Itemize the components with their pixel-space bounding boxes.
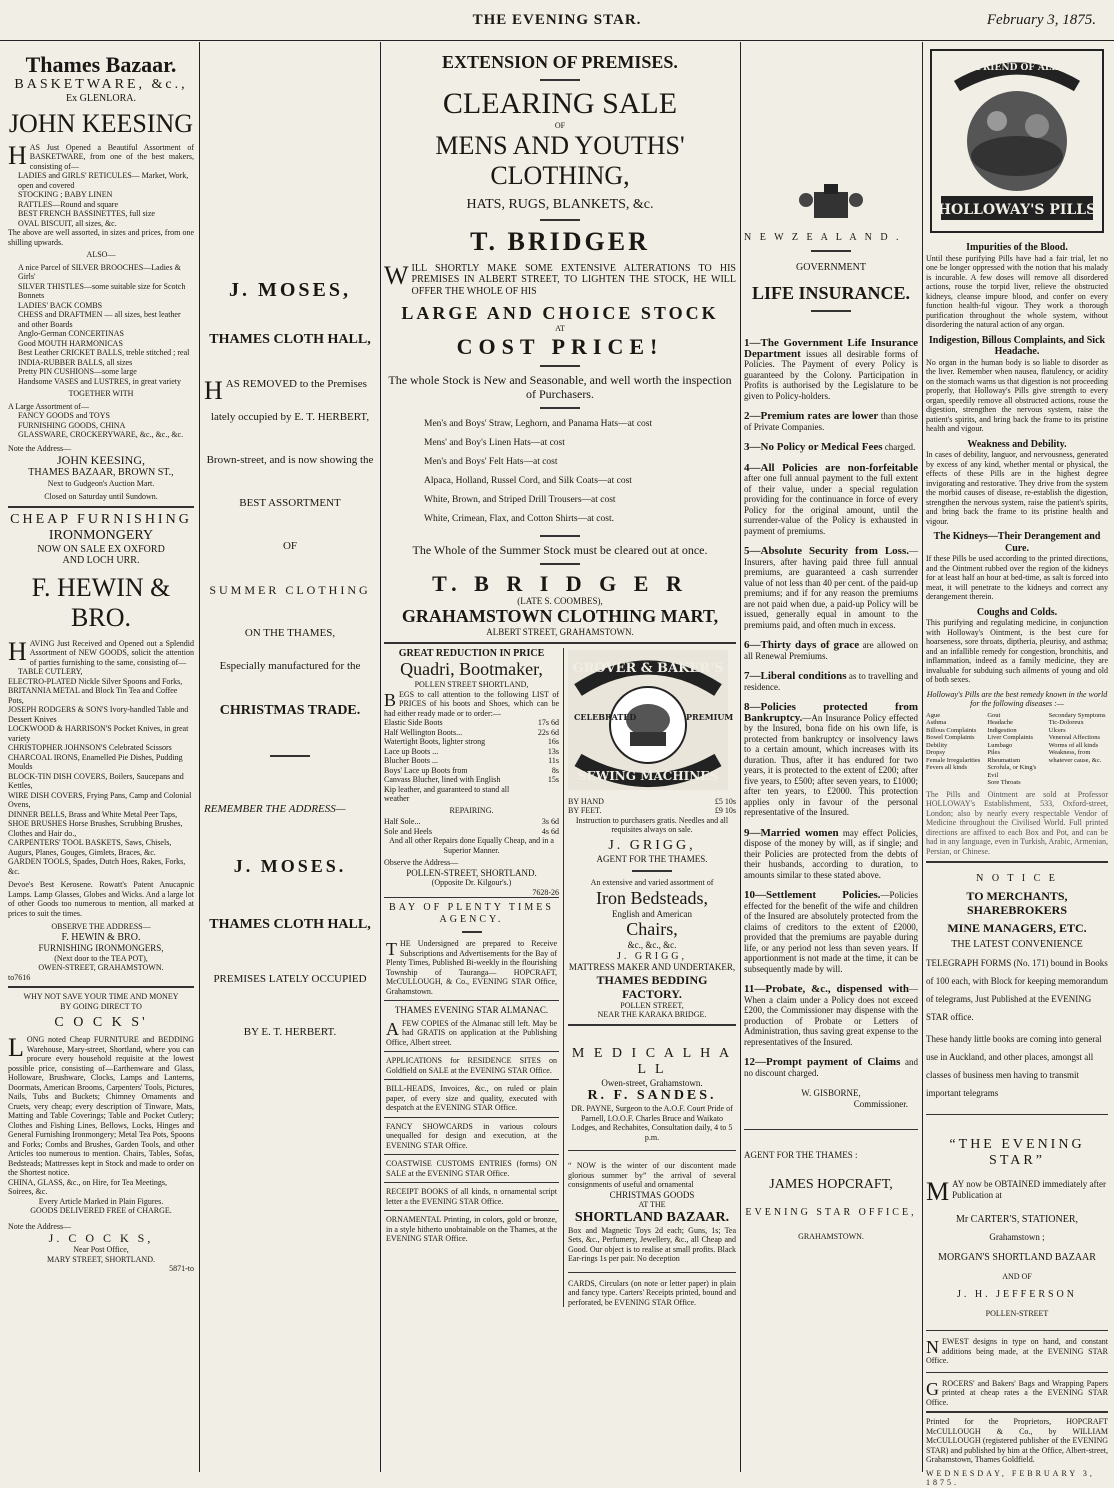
price-row: Canvass Blucher, lined with English Kip leather, and guaranteed to stand all weather 15s bbox=[384, 775, 559, 803]
stock-item: White, Brown, and Striped Drill Trousers—at cost bbox=[424, 494, 616, 505]
and-of: AND OF bbox=[1002, 1271, 1032, 1281]
repair-row: Half Sole... 3s 6d bbox=[384, 817, 559, 826]
price-row: Boys' Lace up Boots from 8s bbox=[384, 765, 559, 775]
sandes: R. F. SANDES. bbox=[587, 1088, 717, 1103]
large-item: GLASSWARE, CROCKERYWARE, &c., &c., &c. bbox=[18, 430, 184, 439]
bop-body: HE Undersigned are prepared to Receive Subscriptions and Advertisements for the Bay of Plenty Times, Published Bi-weekly in the flourishing Township of Tauranga— HOPCRAFT, McCULLOUGH, & Co., EVENING STAR Office, Grahamstown. bbox=[386, 939, 557, 996]
also-item: LADIES' BACK COMBS bbox=[18, 300, 103, 310]
best-assortment: BEST ASSORTMENT bbox=[239, 497, 341, 509]
insurance-item: 4—All Policies are non-forfeitable after one full annual payment to the full extent of their value, under a special regulation providing for the continuance in force of every Policy for the original amount, until the surrender-value of the Policy is exhausted in payment of premiums. bbox=[744, 461, 918, 536]
china-hire: CHINA, GLASS, &c., on Hire, for Tea Meetings, Soirees, &c. bbox=[8, 1177, 168, 1196]
diseases-table: Ague Asthma Billous Complaints Bowel Complaints Debility Dropsy Female Irregularities Fevers all kinds Gout Headache Indigestion Liver Complaints Lumbago Piles Rheumatism Scrofula, or King's Evil Sore Throats Secondary Symptoms Tic-Doloreux Ulcers Venereal Affections Worms of all kinds Weakness, from whatever cause, &c. bbox=[926, 711, 1106, 786]
newspaper-title: THE EVENING STAR. bbox=[472, 12, 642, 28]
imprint-date: WEDNESDAY, FEBRUARY 3, 1875. bbox=[926, 1468, 1095, 1487]
star-office: EVENING STAR OFFICE, bbox=[745, 1206, 917, 1218]
stock-item: White, Crimean, Flax, and Cotton Shirts—at cost. bbox=[424, 513, 614, 524]
now-on-sale: NOW ON SALE EX OXFORD bbox=[37, 543, 165, 555]
clearing-sale: CLEARING SALE bbox=[442, 87, 678, 120]
obtained: AY now be OBTAINED immediately after Publication at bbox=[952, 1179, 1106, 1200]
agent-thames: AGENT FOR THE THAMES. bbox=[596, 853, 708, 864]
removed-text: AS REMOVED to the Premises bbox=[225, 378, 367, 390]
hol-text: This purifying and regulating medicine, in conjunction with Holloway's Ointment, is the best cure for hoarseness, sore throats, diptheria, pleurisy, and asthma; and an infallible remedy for congestion, bronchitis, and inflammation, indeed as a family medicine, they are invaluable for subduing such ailments of young and old of both sexes. bbox=[926, 618, 1108, 684]
coastwise-ad: COASTWISE CUSTOMS ENTRIES (forms) ON SALE at the EVENING STAR Office. bbox=[384, 1154, 559, 1182]
hewin-item: ELECTRO-PLATED Nickle Silver Spoons and Forks, bbox=[8, 676, 183, 686]
late-coombes: (LATE S. COOMBES), bbox=[517, 595, 603, 606]
hewin-item: BRITANNIA METAL and Block Tin Tea and Coffee Pots, bbox=[8, 686, 178, 705]
cocks-ref: 5871-to bbox=[169, 1264, 194, 1273]
issue-date: February 3, 1875. bbox=[986, 12, 1096, 28]
keesing-address-note: Next to Gudgeon's Auction Mart. bbox=[47, 478, 155, 488]
showcards-ad: FANCY SHOWCARDS in various colours unequalled for design and execution, at the EVENING STAR Office. bbox=[384, 1117, 559, 1155]
insurance-item: 10—Settlement Policies.—Policies effected for the benefit of the wife and children of the Insured are absolutely protected from the claims of creditors to the extent of £2000, provided that the premiums are payable during life, or any period not less than seven years. If apportionment is not made at the time, it can be subsequently made by will. bbox=[744, 889, 918, 974]
svg-text:GROVER & BAKER'S: GROVER & BAKER'S bbox=[572, 660, 724, 676]
government: GOVERNMENT bbox=[796, 261, 866, 273]
extension-heading: EXTENSION OF PREMISES. bbox=[442, 52, 678, 72]
of-label: OF bbox=[282, 540, 298, 552]
all-other-repairs: And all other Repairs done Equally Cheap, and in a Superior Manner. bbox=[389, 836, 554, 855]
mary-street: MARY STREET, SHORTLAND. bbox=[47, 1254, 155, 1264]
stock-item: Mens' and Boy's Linen Hats—at cost bbox=[424, 437, 565, 448]
also-item: Good MOUTH HARMONICAS bbox=[18, 338, 123, 348]
note-address: Note the Address— bbox=[8, 443, 72, 453]
column-4 bbox=[740, 42, 922, 1472]
grahamstown-mart: GRAHAMSTOWN CLOTHING MART, bbox=[401, 606, 719, 626]
shortland-body: Box and Magnetic Toys 2d each; Guns, 1s; Tea Sets, &c., Perfumery, Jewellery, &c., all Cheap and Good. Our object is to realise at small profits. Black Ear-rings 1s per pair. No deception bbox=[568, 1225, 736, 1263]
stock-item: Men's and Boys' Felt Hats—at cost bbox=[424, 456, 558, 467]
english-american: English and American bbox=[612, 908, 692, 919]
keesing-item: STOCKING ; BABY LINEN bbox=[18, 190, 113, 199]
closed-notice: Closed on Saturday until Sundown. bbox=[44, 492, 158, 501]
price-row: Half Wellington Boots... 22s 6d bbox=[384, 727, 559, 737]
grahamstown: GRAHAMSTOWN. bbox=[798, 1232, 864, 1241]
keesing-item: LADIES and GIRLS' RETICULES— Market, Work, open and covered bbox=[18, 171, 189, 190]
owen-street-2: Owen-street, Grahamstown. bbox=[601, 1077, 703, 1088]
thames-bazaar-heading: Thames Bazaar. bbox=[25, 52, 177, 77]
hol-heading: The Kidneys—Their Derangement and Cure. bbox=[933, 531, 1101, 554]
bridger-heading: T. BRIDGER bbox=[470, 226, 650, 256]
loch-urr: AND LOCH URR. bbox=[62, 555, 140, 566]
opposite-kilgour: (Opposite Dr. Kilgour's.) bbox=[431, 878, 512, 887]
holloways-pills-logo-icon bbox=[927, 46, 1107, 236]
by-hand-row: BY HAND £5 10s bbox=[568, 796, 736, 806]
to-merchants: TO MERCHANTS, SHAREBROKERS bbox=[966, 888, 1068, 917]
sold-at: The Pills and Ointment are sold at Professor HOLLOWAY's Establishment, 533, Oxford-street, London; also by nearly every respectable Vendor of Medicine throughout the Civilised World. Full printed directions are affixed to each Box and Pot, and can be had in any language, even in Turkish, Arabic, Armenian, Persian, or Chinese. bbox=[926, 789, 1108, 856]
hol-text: No organ in the human body is so liable to disorder as the liver. Remember when nausea, flatulency, or acidity on the stomach warns us that digestion is not proceeding properly, that Holloway's Pills give strength to every organ, speedily remove all obstructed actions, rouse the digestion, strengthen the nervous system, raise the patient's spirits, and bring back the frame to its pristine health and vigour. bbox=[926, 357, 1108, 433]
sewing-machine-logo-icon bbox=[568, 650, 734, 790]
insurance-item: 8—Policies protected from Bankruptcy.—An Insurance Policy effected by the Insured, bona fide on his own life, is protected from bankruptcy or insolvency laws to a certain amount, which increases with its duration. Thus, after it has endured for two years, it is protected to the extent of £200; after five years, to £500; after seven years, to £1000; after ten years, to £2000. This protection applies only in favour of the personal representative of the Insured. bbox=[744, 701, 918, 817]
repair-row: Sole and Heels 4s 6d bbox=[384, 826, 559, 836]
ironmongery: IRONMONGERY bbox=[48, 527, 154, 543]
devoe-text: Devoe's Best Kerosene. Rowatt's Patent Anucapnic Lamps. Lamp Glasses, Globes and Wicks. And a large lot of other Goods too numerous to mention, all marked at prices to suit the times. bbox=[8, 880, 194, 918]
hewin-item: BLOCK-TIN DISH COVERS, Boilers, Saucepans and Kettles, bbox=[8, 771, 184, 790]
price-row: Watertight Boots, lighter strong 16s bbox=[384, 737, 559, 746]
gisborne: W. GISBORNE, bbox=[801, 1088, 861, 1098]
great-reduction: GREAT REDUCTION IN PRICE bbox=[398, 647, 545, 659]
agent-thames: AGENT FOR THE THAMES : bbox=[744, 1150, 858, 1160]
j-cocks: J. C O C K S, bbox=[48, 1231, 154, 1245]
by-going: BY GOING DIRECT TO bbox=[60, 1001, 142, 1011]
extensive: An extensive and varied assortment of bbox=[590, 878, 714, 887]
bop-title: BAY OF PLENTY TIMES AGENCY. bbox=[389, 902, 554, 925]
printed-for: Printed for the Proprietors, HOPCRAFT McCULLOUGH & Co., by WILLIAM McCULLOUGH (registered publisher of the EVENING STAR) and published by him at the Office, Albert-street, Grahamstown, Thames Goldfield. bbox=[926, 1417, 1108, 1464]
also-label: ALSO— bbox=[86, 250, 116, 259]
hewin-item: DINNER BELLS, Brass and White Metal Peer Taps, bbox=[8, 809, 178, 819]
new-zealand: N E W Z E A L A N D . bbox=[744, 232, 902, 243]
lately-text: lately occupied by E. T. HERBERT, bbox=[210, 411, 370, 423]
instruction: Instruction to purchasers gratis. Needles and all requisites always on sale. bbox=[575, 815, 729, 834]
hewin-intro: AVING Just Received and Opened out a Splendid Assortment of NEW GOODS, solicit the attention of parties furnishing to the same, consisting of— bbox=[29, 638, 194, 667]
column-2: J. MOSES, THAMES CLOTH HALL, HAS REMOVED to the Premises lately occupied by E. T. HERBERT, Brown-street, and is now showing the BEST ASSORTMENT OF SUMMER CLOTHING ON THE THAMES, Especially manufactured for the CHRISTMAS TRADE. REMEMBER THE ADDRESS— J. MOSES. THAMES CLOTH HALL, PREMISES LATELY OCCUPIED BY E. T. HERBERT. bbox=[200, 42, 380, 1472]
quadri-address: POLLEN-STREET, SHORTLAND. bbox=[406, 867, 537, 878]
quadri-intro: EGS to call attention to the following LIST of PRICES of his boots and Shoes, which can be had either ready made or to order:— bbox=[384, 689, 559, 718]
life-insurance: LIFE INSURANCE. bbox=[751, 283, 911, 303]
brown-street-text: Brown-street, and is now showing the bbox=[206, 454, 374, 466]
shortland-intro: “ NOW is the winter of our discontent made glorious summer by” the arrival of several consignments of useful and ornamental bbox=[568, 1161, 736, 1189]
morgan: MORGAN'S SHORTLAND BAZAAR bbox=[938, 1252, 1096, 1263]
keesing-item: OVAL BISCUIT, all sizes, &c. bbox=[18, 218, 117, 228]
hewin-item: GARDEN TOOLS, Spades, Dutch Hoes, Rakes, Forks, &c. bbox=[8, 857, 186, 876]
moses-heading: J. MOSES, bbox=[228, 279, 352, 301]
insurance-item: 12—Prompt payment of Claims and no discount charged. bbox=[744, 1056, 918, 1078]
hewin-item: WIRE DISH COVERS, Frying Pans, Camp and Colonial Ovens, bbox=[8, 790, 192, 809]
jefferson: J. H. JEFFERSON bbox=[956, 1289, 1078, 1300]
hewin-item: CHRISTOPHER JOHNSON'S Celebrated Scissors bbox=[8, 743, 172, 752]
etc: &c., &c., &c. bbox=[627, 940, 677, 950]
cards-ad: CARDS, Circulars (on note or letter paper) in plain and fancy type. Carters' Receipts printed, bound and perforated, be EVENING STAR Office. bbox=[568, 1278, 736, 1307]
why-not: WHY NOT SAVE YOUR TIME AND MONEY bbox=[23, 992, 179, 1001]
insurance-item: 5—Absolute Security from Loss.—Insurers, after having paid three full annual premiums, are guaranteed a cash surrender value of not less than 40 per cent. of the paid-up premiums; and if for any reason the premiums are not paid when due, a paid-up Policy will be issued, generally equal in amount to the premiums paid, and often much in excess. bbox=[744, 545, 918, 630]
hol-text: If these Pills be used according to the printed directions, and the Ointment rubbed over the region of the kidneys for at least half an hour at bed-time, as salt is forced into meat, it will penetrate to the kidneys and correct any derangement therein. bbox=[926, 554, 1108, 601]
hewin-item: SHOE BRUSHES Horse Brushes, Scrubbing Brushes, Clothes and Hair do., bbox=[8, 819, 183, 838]
thames-cloth-hall-2: THAMES CLOTH HALL, bbox=[209, 917, 371, 932]
large-item: FURNISHING GOODS, CHINA bbox=[18, 420, 126, 430]
owen-street: OWEN-STREET, GRAHAMSTOWN. bbox=[38, 963, 164, 972]
together-with: TOGETHER WITH bbox=[68, 389, 134, 398]
pollen-street-3: POLLEN-STREET bbox=[985, 1308, 1049, 1318]
hol-text: Until these purifying Pills have had a fair trial, let no one be longer oppressed with the notion that his malady is incurable. A few doses will remove all disordered actions, rouse the torpid liver, relieve the obstructed kidneys, cleanse impure blood, and confer on every function health-ful vigour. They work a thorough purification throughout the whole system, without disordering the natural action of any organ. bbox=[926, 253, 1108, 329]
commissioner: Commissioner. bbox=[853, 1098, 908, 1109]
bridger-intro: ILL SHORTLY MAKE SOME EXTENSIVE ALTERATIONS TO HIS PREMISES IN ALBERT STREET, TO LIGHTEN THE STOCK, HE WILL OFFER THE WHOLE OF HIS bbox=[411, 262, 736, 297]
mattress-maker: MATTRESS MAKER AND UNDERTAKER, bbox=[568, 962, 736, 972]
price-row: Blucher Boots ... 11s bbox=[384, 756, 559, 765]
also-item: A nice Parcel of SILVER BROOCHES—Ladies & Girls' bbox=[18, 262, 181, 281]
hol-text: In cases of debility, languor, and nervousness, generated by excess of any kind, whether mental or physical, the effects of these Pills are in the highest degree invigorating and restorative. They drive from the system the morbid causes of disease, re-establish the digestion, strengthen the nervous system, raise the patient's spirits, and bring back the frame to its pristine health and vigour. bbox=[926, 450, 1108, 526]
by-feet-row: BY FEET. £9 10s bbox=[568, 806, 736, 815]
christmas-trade: CHRISTMAS TRADE. bbox=[219, 703, 361, 718]
hewin-item: TABLE CUTLERY, bbox=[18, 667, 83, 676]
hewin-ref: to7616 bbox=[8, 972, 31, 982]
chairs: Chairs, bbox=[626, 919, 678, 939]
cocks-heading: C O C K S' bbox=[54, 1015, 148, 1030]
carter: Mr CARTER'S, STATIONER, bbox=[955, 1214, 1079, 1225]
svg-text:SEWING MACHINES: SEWING MACHINES bbox=[577, 768, 719, 783]
cost-price: COST PRICE! bbox=[456, 333, 664, 359]
especially: Especially manufactured for the bbox=[219, 660, 361, 672]
also-item: Best Leather CRICKET BALLS, treble stitched ; real INDIA-RUBBER BALLS, all sizes bbox=[18, 348, 190, 367]
grahamstown-2: Grahamstown ; bbox=[989, 1231, 1045, 1242]
grocers-bags: ROCERS' and Bakers' Bags and Wrapping Papers printed at cheap rates a the EVENING STAR Office. bbox=[926, 1378, 1108, 1407]
price-row: Elastic Side Boots 17s 6d bbox=[384, 718, 559, 727]
next-door: (Next door to the TEA POT), bbox=[54, 953, 148, 963]
svg-text:HOLLOWAY'S PILLS: HOLLOWAY'S PILLS bbox=[937, 202, 1097, 218]
keesing-address-name: JOHN KEESING, bbox=[57, 453, 145, 467]
hol-heading: Coughs and Colds. bbox=[976, 606, 1058, 618]
telegraph-forms: TELEGRAPH FORMS (No. 171) bound in Books of 100 each, with Block for keeping memorandum of telegrams, Just Published at the EVENING STAR office. bbox=[926, 958, 1108, 1022]
remedy-note: Holloway's Pills are the best remedy known in the world for the following diseases :— bbox=[926, 689, 1108, 708]
medical-hall-heading: M E D I C A L H A L L bbox=[571, 1045, 733, 1077]
svg-text:CELEBRATED: CELEBRATED bbox=[574, 711, 637, 722]
pollen-street: POLLEN STREET SHORTLAND, bbox=[414, 680, 529, 689]
keesing-item: RATTLES—Round and square bbox=[18, 199, 118, 209]
keesing-item: BEST FRENCH BASSINETTES, full size bbox=[18, 209, 155, 218]
newest-designs: EWEST designs in type on hand, and constant additions being made, at the EVENING STAR Office. bbox=[926, 1337, 1108, 1365]
svg-text:PREMIUM: PREMIUM bbox=[686, 711, 734, 722]
also-item: Anglo-German CONCERTINAS bbox=[18, 329, 124, 338]
stock-item: Men's and Boys' Straw, Leghorn, and Panama Hats—at cost bbox=[424, 418, 653, 429]
also-item: Handsome VASES and LUSTRES, in great variety bbox=[18, 376, 182, 386]
at-label: AT bbox=[555, 324, 565, 333]
billheads-ad: BILL-HEADS, Invoices, &c., on ruled or plain paper, of every size and quality, executed with despatch at the EVENING STAR Office. bbox=[384, 1079, 559, 1117]
stock-item: Alpaca, Holland, Russel Cord, and Silk Coats—at cost bbox=[424, 475, 632, 486]
large-item: FANCY GOODS and TOYS bbox=[18, 411, 110, 420]
hol-heading: Indigestion, Billous Complaints, and Sick Headache. bbox=[928, 334, 1106, 357]
premises-lately: PREMISES LATELY OCCUPIED bbox=[213, 973, 367, 985]
handy-books: These handy little books are coming into general use in Auckland, and other places, amongst all classes of business men having to transmit important telegrams bbox=[926, 1034, 1102, 1098]
notice: N O T I C E bbox=[976, 873, 1058, 884]
summer-clothing: SUMMER CLOTHING bbox=[209, 583, 371, 597]
of-label: OF bbox=[554, 121, 566, 130]
basketware-line: BASKETWARE, &c., bbox=[14, 77, 188, 92]
hewin-item: LOCKWOOD & HARRISON'S Pocket Knives, in great variety bbox=[8, 724, 189, 743]
bridger-heading-2: T. B R I D G E R bbox=[432, 570, 688, 596]
james-hopcraft: JAMES HOPCRAFT, bbox=[769, 1176, 893, 1192]
near-post-office: Near Post Office, bbox=[73, 1245, 129, 1254]
ornamental-ad: ORNAMENTAL Printing, in colors, gold or bronze, in a style hitherto unobtainable on the Thames, at the EVENING STAR Office. bbox=[384, 1210, 559, 1248]
masthead bbox=[0, 0, 1114, 41]
quadri-heading: Quadri, Bootmaker, bbox=[400, 659, 543, 679]
mens-youths: MENS AND YOUTHS' CLOTHING, bbox=[435, 130, 685, 190]
albert-street: ALBERT STREET, GRAHAMSTOWN. bbox=[486, 627, 634, 637]
shortland-bazaar: SHORTLAND BAZAAR. bbox=[574, 1209, 730, 1225]
furnishing-ironmongers: FURNISHING IRONMONGERS, bbox=[38, 943, 164, 953]
column-5: FRIEND OF ALL HOLLOWAY'S PILLS Impurities of the Blood. Until these purifying Pills have had a fair trial, let no one be longer oppressed with the notion that his malady is incurable. A few doses will remove all disordered actions, rouse the torpid liver, relieve the obstructed kidneys, cleanse impure blood, and confer on every function health-ful vigour. They work a thorough purification throughout the whole system, without disordering the natural action of any organ. Indigestion, Billous Complaints, and Sick Headache. No organ in the human body is so liable to disorder as the liver. Remember when nausea, flatulency, or acidity on the stomach warns us that digestion is not proceeding properly, that Holloway's Pills give strength to every organ, speedily remove all obstructed actions, rouse the digestion, strengthen the nervous system, raise the patient's spirits, and bring back the frame to its pristine health and vigour. Weakness and Debility. In cases of debility, languor, and nervousness, generated by excess of any kind, whether mental or physical, the effects of these Pills are in the highest degree invigorating and restorative. They drive from the system the morbid causes of disease, re-establish the digestion, strengthen the nervous system, raise the patient's spirits, and bring back the frame to its pristine health and vigour. The Kidneys—Their Derangement and Cure. If these Pills be used according to the printed directions, and the Ointment rubbed over the region of the kidneys for at least half an hour at bed-time, as salt is forced into meat, it will penetrate to the kidneys and correct any derangement therein. Coughs and Colds. This purifying and regulating medicine, in conjunction with Holloway's Ointment, is the best cure for hoarseness, sore throats, diptheria, pleurisy, and asthma; and an infallible remedy for congestion, bronchitis, and inflammation, indeed as a family medicine, they are invaluable for subduing such ailments of young and old of both sexes. Holloway's Pills are the best remedy known in the world for the following diseases :— Ague Asthma Billous Complaints Bowel Complaints Debility Dropsy Female Irregularities Fevers all kinds Gout Headache Indigestion Liver Complaints Lumbago Piles Rheumatism Scrofula, or King's Evil Sore Throats Secondary Symptoms Tic-Doloreux Ulcers Venereal Affections Worms of all kinds Weakness, from whatever cause, &c. The Pills and Ointment are sold at Professor HOLLOWAY's Establishment, 533, Oxford-street, London; also by nearly every respectable Vendor of Medicine throughout the Civilised World. Full printed directions are affixed to each Box and Pot, and can be had in any language, even in Turkish, Arabic, Armenian, Persian, or Chinese. N O T I C E TO MERCHANTS, SHAREBROKERS MINE MANAGERS, ETC. THE LATEST CONVENIENCE TELEGRAPH FORMS (No. 171) bound in Books of 100 each, with Block for keeping memorandum of telegrams, Just Published at the EVENING STAR office. These handy little books are coming into general use in Auckland, and other places, amongst all classes of business men having to transmit important telegrams “THE EVENING STAR” MAY now be OBTAINED immediately after Publication at Mr CARTER'S, STATIONER, Grahamstown ; MORGAN'S SHORTLAND BAZAAR AND OF J. H. JEFFERSON POLLEN-STREET NEWEST designs in type on hand, and constant additions being made, at the EVENING STAR Office. GROCERS' and Bakers' Bags and Wrapping Papers printed at cheap rates a the EVENING STAR Office. Printed for the Proprietors, HOPCRAFT McCULLOUGH & Co., by WILLIAM McCULLOUGH (registered publisher of the EVENING STAR) and published by him at the Office, Albert-street, Grahamstown, Thames Goldfield. WEDNESDAY, FEBRUARY 3, 1875. bbox=[922, 42, 1112, 1472]
hewin-item: CARPENTERS' TOOL BASKETS, Saws, Chisels, Augurs, Planes, Gouges, Gimlets, Braces, &c. bbox=[8, 838, 172, 857]
insurance-item: 11—Probate, &c., dispensed with—When a claim under a Policy does not exceed £200, the Commissioner may dispense with the production of Probate or Letters of Administration, thus saving great expense to the representatives of the Insured. bbox=[744, 983, 918, 1047]
medical-body: DR. PAYNE, Surgeon to the A.O.F. Court Pride of Parnell, I.O.O.F. Charles Bruce and Waikato Lodges, and Rechabites, Consultation daily, 4 to 5 p.m. bbox=[571, 1104, 733, 1142]
insurance-item: 9—Married women may effect Policies, dispose of the money by will, as if single; and their Policies are protected from the debts of their husbands, according to duration, to amounts similar to these stated above. bbox=[744, 826, 918, 880]
by-herbert: BY E. T. HERBERT. bbox=[243, 1026, 337, 1038]
hol-heading: Weakness and Debility. bbox=[967, 438, 1067, 450]
hats-rugs: HATS, RUGS, BLANKETS, &c. bbox=[466, 196, 654, 212]
christmas-goods: CHRISTMAS GOODS bbox=[609, 1189, 695, 1200]
pollen-street-2: POLLEN STREET, bbox=[620, 1000, 684, 1010]
ex-glenlora: Ex GLENLORA. bbox=[66, 93, 136, 104]
moses-heading-2: J. MOSES. bbox=[233, 856, 347, 876]
observe-address: OBSERVE THE ADDRESS— bbox=[51, 922, 151, 931]
latest-convenience: THE LATEST CONVENIENCE bbox=[951, 938, 1083, 950]
summer-stock: The Whole of the Summer Stock must be cleared out at once. bbox=[412, 542, 708, 557]
svg-text:FRIEND OF ALL: FRIEND OF ALL bbox=[976, 63, 1058, 73]
insurance-item: 1—The Government Life Insurance Department issues all desirable forms of Policies. The Payment of every Policy is guaranteed by the Colony. Participation in Profits is authorised by the Legislature to be given to Policy-holders. bbox=[744, 337, 918, 401]
cheap-furnishing: CHEAP FURNISHING bbox=[10, 511, 192, 527]
keesing-intro: AS Just Opened a Beautiful Assortment of BASKETWARE, from one of the best makers, consisting of— bbox=[29, 142, 194, 171]
mine-managers: MINE MANAGERS, ETC. bbox=[947, 920, 1087, 935]
note-address-2: Note the Address— bbox=[8, 1221, 72, 1231]
repairing: REPAIRING. bbox=[449, 805, 494, 815]
hol-heading: Impurities of the Blood. bbox=[966, 242, 1068, 253]
thames-cloth-hall: THAMES CLOTH HALL, bbox=[209, 332, 371, 347]
also-item: CHESS and DRAFTMEN — all sizes, best leather and other Boards bbox=[18, 310, 181, 329]
hewin-item: JOSEPH RODGERS & SON'S Ivory-handled Table and Dessert Knives bbox=[8, 705, 189, 724]
keesing-item: The above are well assorted, in sizes and prices, from one shilling upwards. bbox=[8, 228, 194, 247]
price-row: Lace up Boots ... 13s bbox=[384, 746, 559, 756]
coat-of-arms-icon bbox=[744, 182, 918, 222]
goods-delivered: GOODS DELIVERED FREE of CHARGE. bbox=[30, 1206, 172, 1215]
grigg-2: J. GRIGG, bbox=[616, 950, 688, 962]
insurance-item: 3—No Policy or Medical Fees charged. bbox=[744, 441, 916, 453]
whole-stock: The whole Stock is New and Seasonable, and well worth the inspection of Purchasers. bbox=[388, 372, 732, 401]
large-choice: LARGE AND CHOICE STOCK bbox=[401, 303, 719, 323]
almanac-body: FEW COPIES of the Almanac still left. May be had GRATIS on application at the Publishing Office, Albert street. bbox=[386, 1018, 557, 1047]
remember-address: REMEMBER THE ADDRESS— bbox=[204, 803, 346, 815]
insurance-item: 2—Premium rates are lower than those of Private Companies. bbox=[744, 410, 918, 432]
also-item: SILVER THISTLES—some suitable size for Scotch Bonnets bbox=[18, 281, 186, 300]
almanac-title: THAMES EVENING STAR ALMANAC. bbox=[394, 1005, 549, 1015]
at-the: AT THE bbox=[638, 1200, 666, 1209]
hewin-item: CHARCOAL IRONS, Enamelled Pie Dishes, Pudding Moulds bbox=[8, 752, 183, 771]
observe-address: Observe the Address— bbox=[384, 858, 459, 867]
evening-star-heading: “THE EVENING STAR” bbox=[949, 1137, 1085, 1168]
grigg-heading: J. GRIGG, bbox=[608, 837, 696, 853]
column-3: EXTENSION OF PREMISES. CLEARING SALE OF MENS AND YOUTHS' CLOTHING, HATS, RUGS, BLANKETS, &c. T. BRIDGER WILL SHORTLY MAKE SOME EXTENSIVE ALTERATIONS TO HIS PREMISES IN ALBERT STREET, TO LIGHTEN THE STOCK, HE WILL OFFER THE WHOLE OF HIS LARGE AND CHOICE STOCK AT COST PRICE! The whole Stock is New and Seasonable, and well worth the inspection of Purchasers. Men's and Boys' Straw, Leghorn, and Panama Hats—at cost Mens' and Boy's Linen Hats—at cost Men's and Boys' Felt Hats—at cost Alpaca, Holland, Russel Cord, and Silk Coats—at cost White, Brown, and Striped Drill Trousers—at cost White, Crimean, Flax, and Cotton Shirts—at cost. The Whole of the Summer Stock must be cleared out at once. T. B R I D G E R (LATE S. COOMBES), GRAHAMSTOWN CLOTHING MART, ALBERT STREET, GRAHAMSTOWN. GREAT REDUCTION IN PRICE Quadri, Bootmaker, POLLEN STREET SHORTLAND, BEGS to call attention to the following LIST of PRICES of his boots and Shoes, which can be had either ready made or to order:— Elastic Side Boots 17s 6d Half Wellington Boots... 22s 6d Watertight Boots, lighter strong 16s Lace up Boots ... 13s Blucher Boots ... 11s Boys' Lace up Boots from 8s Canvass Blucher, lined with English Kip leather, and guaranteed to stand all weather 15s REPAIRING. Half Sole... 3s 6d Sole and Heels 4s 6d And all other Repairs done Equally Cheap, and in a Superior Manner. Observe the Address— POLLEN-STREET, SHORTLAND. (Opposite Dr. Kilgour's.) 7628-26 BAY OF PLENTY TIMES AGENCY. THE Undersigned are prepared to Receive Subscriptions and Advertisements for the Bay of Plenty Times, Published Bi-weekly in the flourishing Township of Tauranga— HOPCRAFT, McCULLOUGH, & Co., EVENING STAR Office, Grahamstown. THAMES EVENING STAR ALMANAC. AFEW COPIES of the Almanac still left. May be had GRATIS on application at the Publishing Office, Albert street. APPLICATIONS for RESIDENCE SITES on Goldfield on SALE at the EVENING STAR Office. BILL-HEADS, Invoices, &c., on ruled or plain paper, of every size and quality, executed with despatch at the EVENING STAR Office. FANCY SHOWCARDS in various colours unequalled for design and execution, at the EVENING STAR Office. COASTWISE CUSTOMS ENTRIES (forms) ON SALE at the EVENING STAR Office. RECEIPT BOOKS of all kinds, n ornamental script letter a the EVENING STAR Office. ORNAMENTAL Printing, in colors, gold or bronze, in a style hitherto unobtainable on the Thames, at the EVENING STAR Office. GROVER & BAKER'S CELEBRATED PREMIUM SEWING MACHINES BY HAND £5 10s BY FEET. £9 10s Instruction to purchasers gratis. Needles and all requisites always on sale. J. GRIGG, AGENT FOR THE THAMES. An extensive and varied assortment of Iron Bedsteads, English and American Chairs, &c., &c., &c. J. GRIGG, MATTRESS MAKER AND UNDERTAKER, THAMES BEDDING FACTORY. POLLEN STREET, NEAR THE KARAKA BRIDGE. M E D I C A L H A L L Owen-street, Grahamstown. R. F. SANDES. DR. PAYNE, Surgeon to the A.O.F. Court Pride of Parnell, I.O.O.F. Charles Bruce and Waikato Lodges, and Rechabites, Consultation daily, 4 to 5 p.m. “ NOW is the winter of our discontent made glorious summer by” the arrival of several consignments of useful and ornamental CHRISTMAS GOODS AT THE SHORTLAND BAZAAR. Box and Magnetic Toys 2d each; Guns, 1s; Tea Sets, &c., Perfumery, Jewellery, &c., all Cheap and Good. Our object is to realise at small profits. Black Ear-rings 1s per pair. No deception CARDS, Circulars (on note or letter paper) in plain and fancy type. Carters' Receipts printed, bound and perforated, be EVENING STAR Office. bbox=[384, 52, 736, 1307]
applications-ad: APPLICATIONS for RESIDENCE SITES on Goldfield on SALE at the EVENING STAR Office. bbox=[384, 1051, 559, 1079]
cocks-body: ONG noted Cheap FURNITURE and BEDDING Warehouse, Mary-street, Shortland, where you can procure every household requisite at the lowest possible price, consisting of—Earthenware and Glass, Holloware, Brushware, Clocks, Lamps and Lanterns, Doormats, American Brooms, Carpenters' Tools, Pictures, Nails, Tubs and Buckets; Chimney Ornaments and Cruets, very cheap; every description of Tinware, Mats, Matting and Table Coverings; Table and Pocket Cutlery; Clothes and Fishing Lines, Bellows, Locks, Hinges and General Furnishing Ironmongery; Metal Tea Pots, Spoons and Forks; Combs and Brushes, Garden Tools, and other Articles too numerous to mention. Chairs, Tables, Sofas, Bedsteads; Mattresses kept in Stock and made to order on the Shortest notice. bbox=[8, 1035, 194, 1177]
insurance-item: 7—Liberal conditions as to travelling and residence. bbox=[744, 670, 919, 692]
hewin-address-name: F. HEWIN & BRO. bbox=[61, 931, 141, 943]
on-thames: ON THE THAMES, bbox=[244, 627, 336, 639]
insurance-item: 6—Thirty days of grace are allowed on all Renewal Premiums. bbox=[744, 639, 918, 661]
receipt-ad: RECEIPT BOOKS of all kinds, n ornamental script letter a the EVENING STAR Office. bbox=[384, 1182, 559, 1210]
also-item: Pretty PIN CUSHIONS—some large bbox=[18, 367, 137, 376]
bedding-factory: THAMES BEDDING FACTORY. bbox=[596, 972, 708, 1001]
quadri-ref: 7628-26 bbox=[532, 887, 559, 897]
keesing-address-street: THAMES BAZAAR, BROWN ST., bbox=[28, 467, 174, 478]
near-karaka: NEAR THE KARAKA BRIDGE. bbox=[597, 1010, 707, 1019]
every-article: Every Article Marked in Plain Figures. bbox=[38, 1196, 164, 1206]
column-1: Thames Bazaar. BASKETWARE, &c., Ex GLENLORA. JOHN KEESING HAS Just Opened a Beautiful Assortment of BASKETWARE, from one of the best makers, consisting of— LADIES and GIRLS' RETICULES— Market, Work, open and covered STOCKING ; BABY LINEN RATTLES—Round and square BEST FRENCH BASSINETTES, full size OVAL BISCUIT, all sizes, &c. The above are well assorted, in sizes and prices, from one shilling upwards. ALSO— A nice Parcel of SILVER BROOCHES—Ladies & Girls' SILVER THISTLES—some suitable size for Scotch Bonnets LADIES' BACK COMBS CHESS and DRAFTMEN — all sizes, best leather and other Boards Anglo-German CONCERTINAS Good MOUTH HARMONICAS Best Leather CRICKET BALLS, treble stitched ; real INDIA-RUBBER BALLS, all sizes Pretty PIN CUSHIONS—some large Handsome VASES and LUSTRES, in great variety TOGETHER WITH A Large Assortment of— FANCY GOODS and TOYS FURNISHING GOODS, CHINA GLASSWARE, CROCKERYWARE, &c., &c., &c. Note the Address— JOHN KEESING, THAMES BAZAAR, BROWN ST., Next to Gudgeon's Auction Mart. Closed on Saturday until Sundown. CHEAP FURNISHING IRONMONGERY NOW ON SALE EX OXFORD AND LOCH URR. F. HEWIN & BRO. HAVING Just Received and Opened out a Splendid Assortment of NEW GOODS, solicit the attention of parties furnishing to the same, consisting of— TABLE CUTLERY, ELECTRO-PLATED Nickle Silver Spoons and Forks, BRITANNIA METAL and Block Tin Tea and Coffee Pots, JOSEPH RODGERS & SON'S Ivory-handled Table and Dessert Knives LOCKWOOD & HARRISON'S Pocket Knives, in great variety CHRISTOPHER JOHNSON'S Celebrated Scissors CHARCOAL IRONS, Enamelled Pie Dishes, Pudding Moulds BLOCK-TIN DISH COVERS, Boilers, Saucepans and Kettles, WIRE DISH COVERS, Frying Pans, Camp and Colonial Ovens, DINNER BELLS, Brass and White Metal Peer Taps, SHOE BRUSHES Horse Brushes, Scrubbing Brushes, Clothes and Hair do., CARPENTERS' TOOL BASKETS, Saws, Chisels, Augurs, Planes, Gouges, Gimlets, Braces, &c. GARDEN TOOLS, Spades, Dutch Hoes, Rakes, Forks, &c. Devoe's Best Kerosene. Rowatt's Patent Anucapnic Lamps. Lamp Glasses, Globes and Wicks. And a large lot of other Goods too numerous to mention, all marked at prices to suit the times. OBSERVE THE ADDRESS— F. HEWIN & BRO. FURNISHING IRONMONGERS, (Next door to the TEA POT), OWEN-STREET, GRAHAMSTOWN. to7616 WHY NOT SAVE YOUR TIME AND MONEY BY GOING DIRECT TO C O C K S' LONG noted Cheap FURNITURE and BEDDING Warehouse, Mary-street, Shortland, where you can procure every household requisite at the lowest possible price, consisting of—Earthenware and Glass, Holloware, Brushware, Clocks, Lamps and Lanterns, Doormats, American Brooms, Carpenters' Tools, Pictures, Nails, Tubs and Buckets; Chimney Ornaments and Cruets, very cheap; every description of Tinware, Mats, Matting and Table Coverings; Table and Pocket Cutlery; Clothes and Fishing Lines, Bellows, Locks, Hinges and General Furnishing Ironmongery; Metal Tea Pots, Spoons and Forks; Combs and Brushes, Garden Tools, and other Articles too numerous to mention. Chairs, Tables, Sofas, Bedsteads; Mattresses kept in Stock and made to order on the Shortest notice. CHINA, GLASS, &c., on Hire, for Tea Meetings, Soirees, &c. Every Article Marked in Plain Figures. GOODS DELIVERED FREE of CHARGE. Note the Address— J. C O C K S, Near Post Office, MARY STREET, SHORTLAND. 5871-to bbox=[8, 52, 194, 1273]
large-assortment: A Large Assortment of— bbox=[8, 401, 89, 411]
iron-bedsteads: Iron Bedsteads, bbox=[596, 887, 708, 908]
hewin-heading: F. HEWIN & BRO. bbox=[31, 572, 171, 632]
john-keesing-heading: JOHN KEESING bbox=[8, 108, 194, 138]
